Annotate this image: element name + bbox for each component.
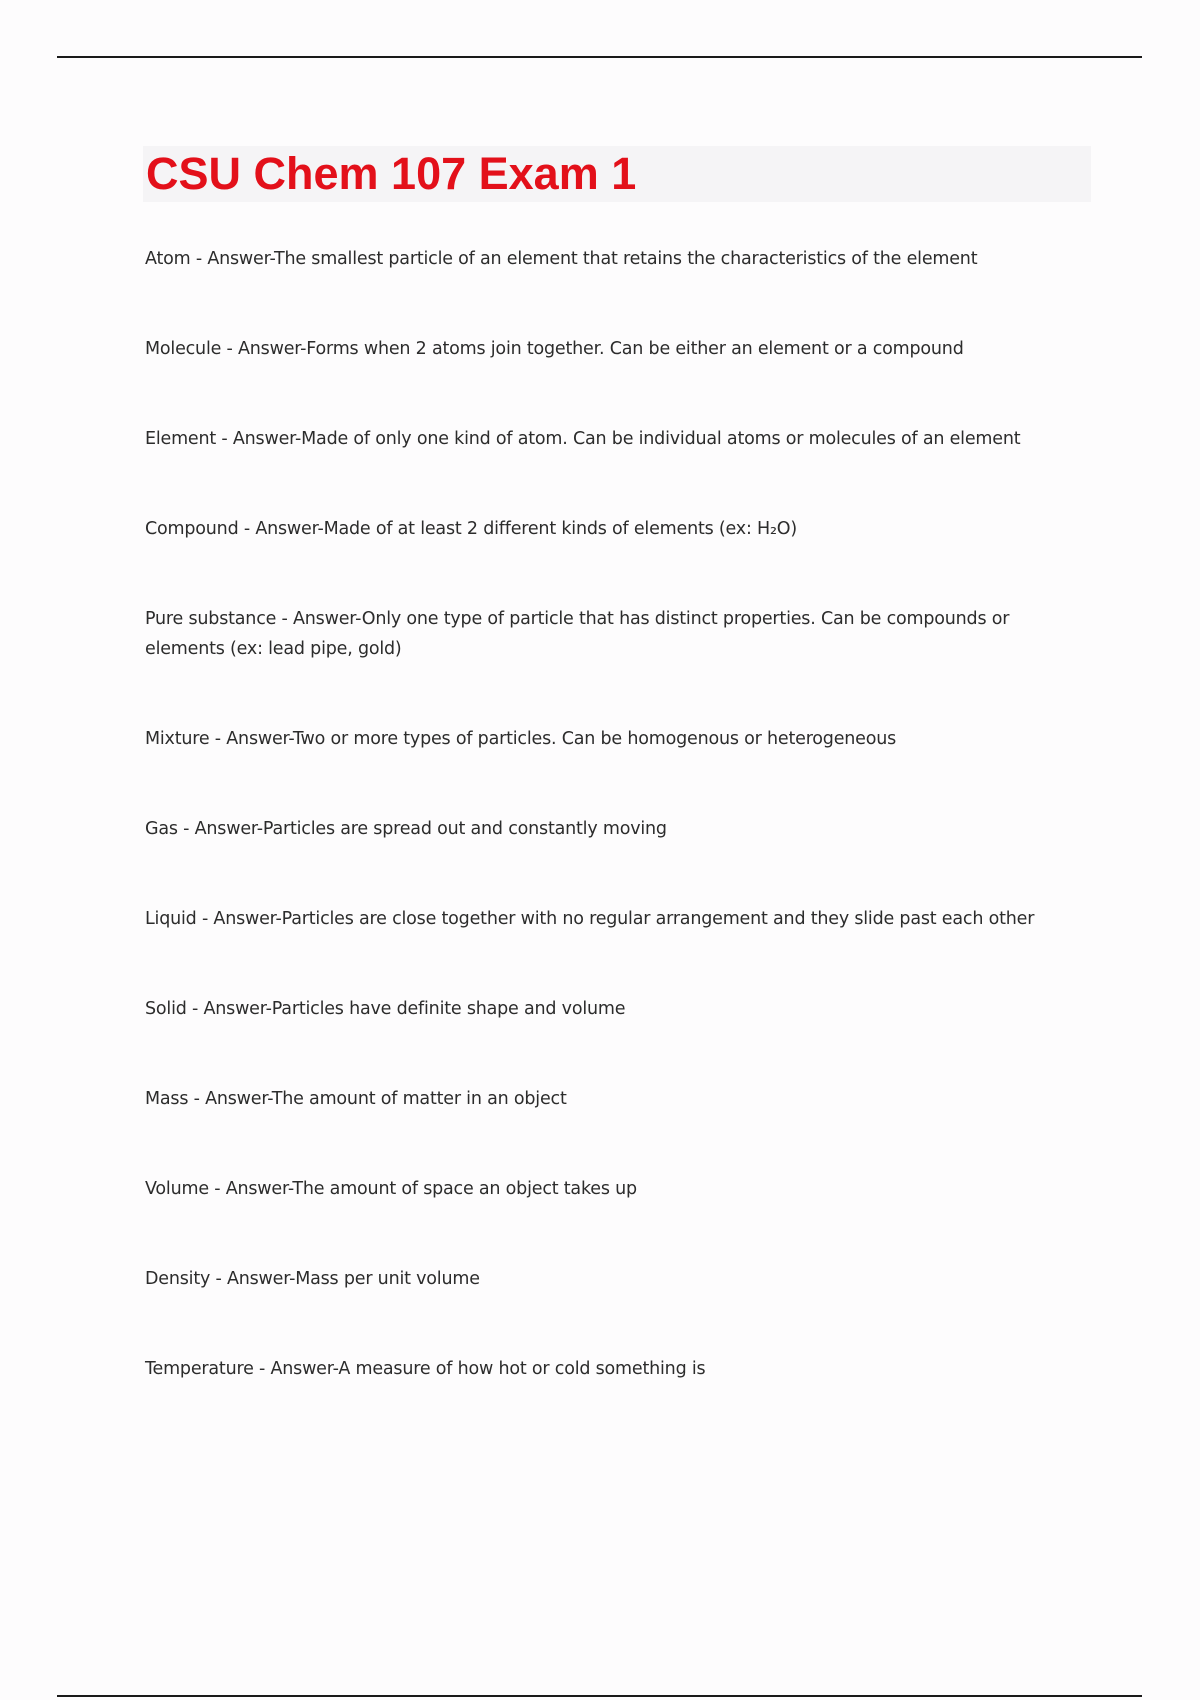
definition-item: Temperature - Answer-A measure of how hot or cold something is (145, 1359, 706, 1379)
definition-list (145, 244, 1085, 1444)
document-title: CSU Chem 107 Exam 1 (146, 148, 637, 199)
definition-item: Liquid - Answer-Particles are close together with no regular arrangement and they slide past each other (145, 909, 1035, 929)
definition-item: Element - Answer-Made of only one kind of atom. Can be individual atoms or molecules of an element (145, 429, 1021, 449)
definition-item: Compound - Answer-Made of at least 2 different kinds of elements (ex: H₂O) (145, 519, 797, 539)
definition-item: Density - Answer-Mass per unit volume (145, 1269, 480, 1289)
definition-item: Molecule - Answer-Forms when 2 atoms join together. Can be either an element or a compound (145, 339, 964, 359)
definition-item: Volume - Answer-The amount of space an object takes up (145, 1179, 637, 1199)
definition-item: Mass - Answer-The amount of matter in an object (145, 1089, 567, 1109)
bottom-divider (57, 1695, 1142, 1697)
definition-item: Mixture - Answer-Two or more types of particles. Can be homogenous or heterogeneous (145, 729, 897, 749)
definition-item: Solid - Answer-Particles have definite shape and volume (145, 999, 626, 1019)
definition-item: Atom - Answer-The smallest particle of an element that retains the characteristics of the element (145, 249, 978, 269)
definition-item: Pure substance - Answer-Only one type of particle that has distinct properties. Can be compounds or elements (ex: lead pipe, gold) (145, 609, 1010, 659)
definition-item: Gas - Answer-Particles are spread out and constantly moving (145, 819, 667, 839)
top-divider (57, 56, 1142, 58)
